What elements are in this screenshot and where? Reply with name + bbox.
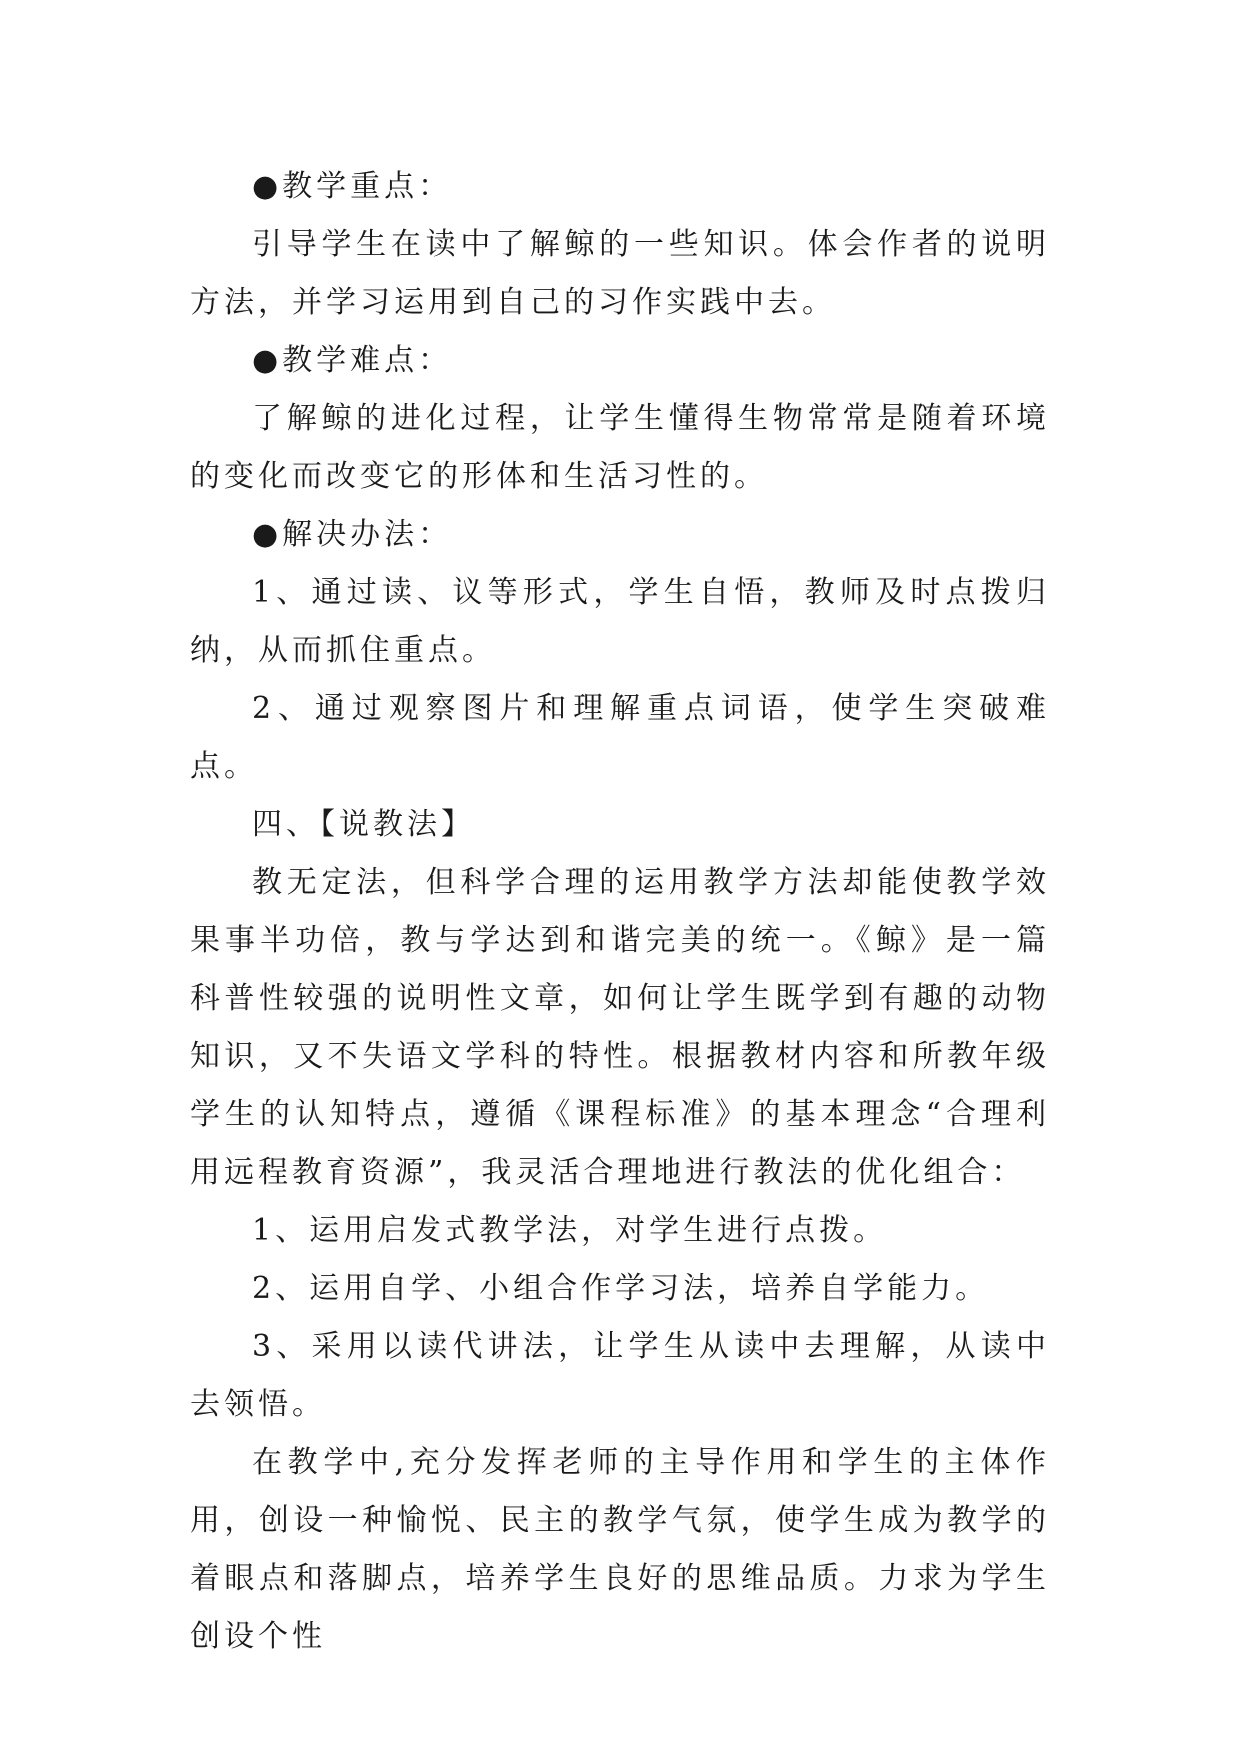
- solution-item-1: 1、通过读、议等形式，学生自悟，教师及时点拨归纳，从而抓住重点。: [190, 575, 1050, 668]
- method-item-1: 1、运用启发式教学法，对学生进行点拨。: [252, 1213, 888, 1248]
- heading-teaching-difficulty: ●教学难点：: [252, 343, 453, 378]
- section-heading-teaching-method: 四、【说教法】: [252, 807, 475, 842]
- method-item-2: 2、运用自学、小组合作学习法，培养自学能力。: [252, 1271, 990, 1306]
- method-item-3: 3、采用以读代讲法，让学生从读中去理解，从读中去领悟。: [190, 1329, 1050, 1422]
- paragraph-teaching-practice: 在教学中,充分发挥老师的主导作用和学生的主体作用，创设一种愉悦、民主的教学气氛，使学生成为教学的着眼点和落脚点，培养学生良好的思维品质。力求为学生创设个性: [190, 1445, 1050, 1654]
- paragraph-teaching-method: 教无定法，但科学合理的运用教学方法却能使教学效果事半功倍，教与学达到和谐完美的统一。《鲸》是一篇科普性较强的说明性文章，如何让学生既学到有趣的动物知识，又不失语文学科的特性。根据教材内容和所教年级学生的认知特点，遵循《课程标准》的基本理念“合理利用远程教育资源”，我灵活合理地进行教法的优化组合：: [190, 865, 1050, 1190]
- paragraph-teaching-difficulty: 了解鲸的进化过程，让学生懂得生物常常是随着环境的变化而改变它的形体和生活习性的。: [190, 401, 1050, 494]
- heading-teaching-focus: ●教学重点：: [252, 169, 453, 204]
- paragraph-teaching-focus: 引导学生在读中了解鲸的一些知识。体会作者的说明方法，并学习运用到自己的习作实践中去。: [190, 227, 1050, 320]
- solution-item-2: 2、通过观察图片和理解重点词语，使学生突破难点。: [190, 691, 1050, 784]
- document-body: [190, 158, 1050, 1666]
- heading-solution: ●解决办法：: [252, 517, 453, 552]
